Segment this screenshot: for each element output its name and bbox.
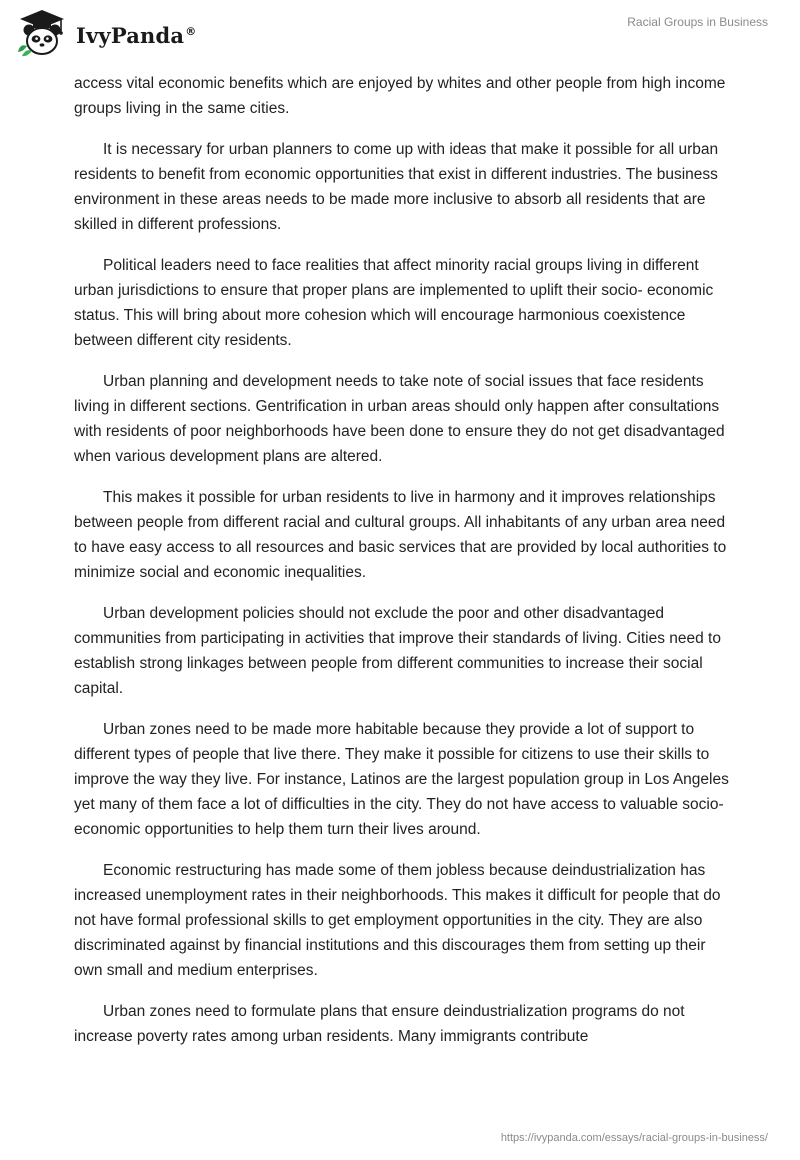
registered-mark: ® [185,24,197,38]
paragraph: This makes it possible for urban residents to live in harmony and it improves relationships between people from different racial and cultural groups. All inhabitants of any urban area need to have easy access to all resources and basic services that are provided by local authorities to minimize social and economic inequalities. [74,489,727,581]
paragraph-continued: access vital economic benefits which are enjoyed by whites and other people from high income groups living in the same cities. [74,75,726,117]
paragraph: Economic restructuring has made some of them jobless because deindustrialization has increased unemployment rates in their neighborhoods. This makes it difficult for people that do not have formal professional skills to get employment opportunities in the city. They are also discriminated against by financial institutions and this discourages them from setting up their own small and medium enterprises. [74,862,721,979]
paragraph: Urban development policies should not exclude the poor and other disadvantaged communities from participating in activities that improve their standards of living. Cities need to establish strong linkages between people from different communities to increase their social capital. [74,605,721,697]
essay-body [74,71,734,1065]
source-url[interactable]: https://ivypanda.com/essays/racial-groups-in-business/ [500,1132,768,1144]
paragraph: Urban planning and development needs to take note of social issues that face residents living in different sections. Gentrification in urban areas should only happen after consultations with residents of poor neighborhoods have been done to ensure they do not get disadvantaged when various development plans are altered. [74,373,725,465]
brand-name: IvyPanda® [76,22,197,48]
paragraph: Urban zones need to formulate plans that ensure deindustrialization programs do not increase poverty rates among urban residents. Many immigrants contribute [74,1003,685,1045]
panda-logo-icon [14,8,70,58]
document-title: Racial Groups in Business [627,15,768,29]
page-header [0,0,800,66]
paragraph: It is necessary for urban planners to come up with ideas that make it possible for all urban residents to benefit from economic opportunities that exist in different industries. The business environment in these areas needs to be made more inclusive to absorb all residents that are skilled in different professions. [74,141,719,233]
paragraph: Urban zones need to be made more habitable because they provide a lot of support to different types of people that live there. They make it possible for citizens to use their skills to improve the way they live. For instance, Latinos are the largest population group in Los Angeles yet many of them face a lot of difficulties in the city. They do not have access to valuable socio- economic opportunities to help them turn their lives around. [74,721,729,838]
paragraph: Political leaders need to face realities that affect minority racial groups living in different urban jurisdictions to ensure that proper plans are implemented to uplift their socio- economic status. This will bring about more cohesion which will encourage harmonious coexistence between different city residents. [74,257,714,349]
brand-logo[interactable] [14,8,196,58]
